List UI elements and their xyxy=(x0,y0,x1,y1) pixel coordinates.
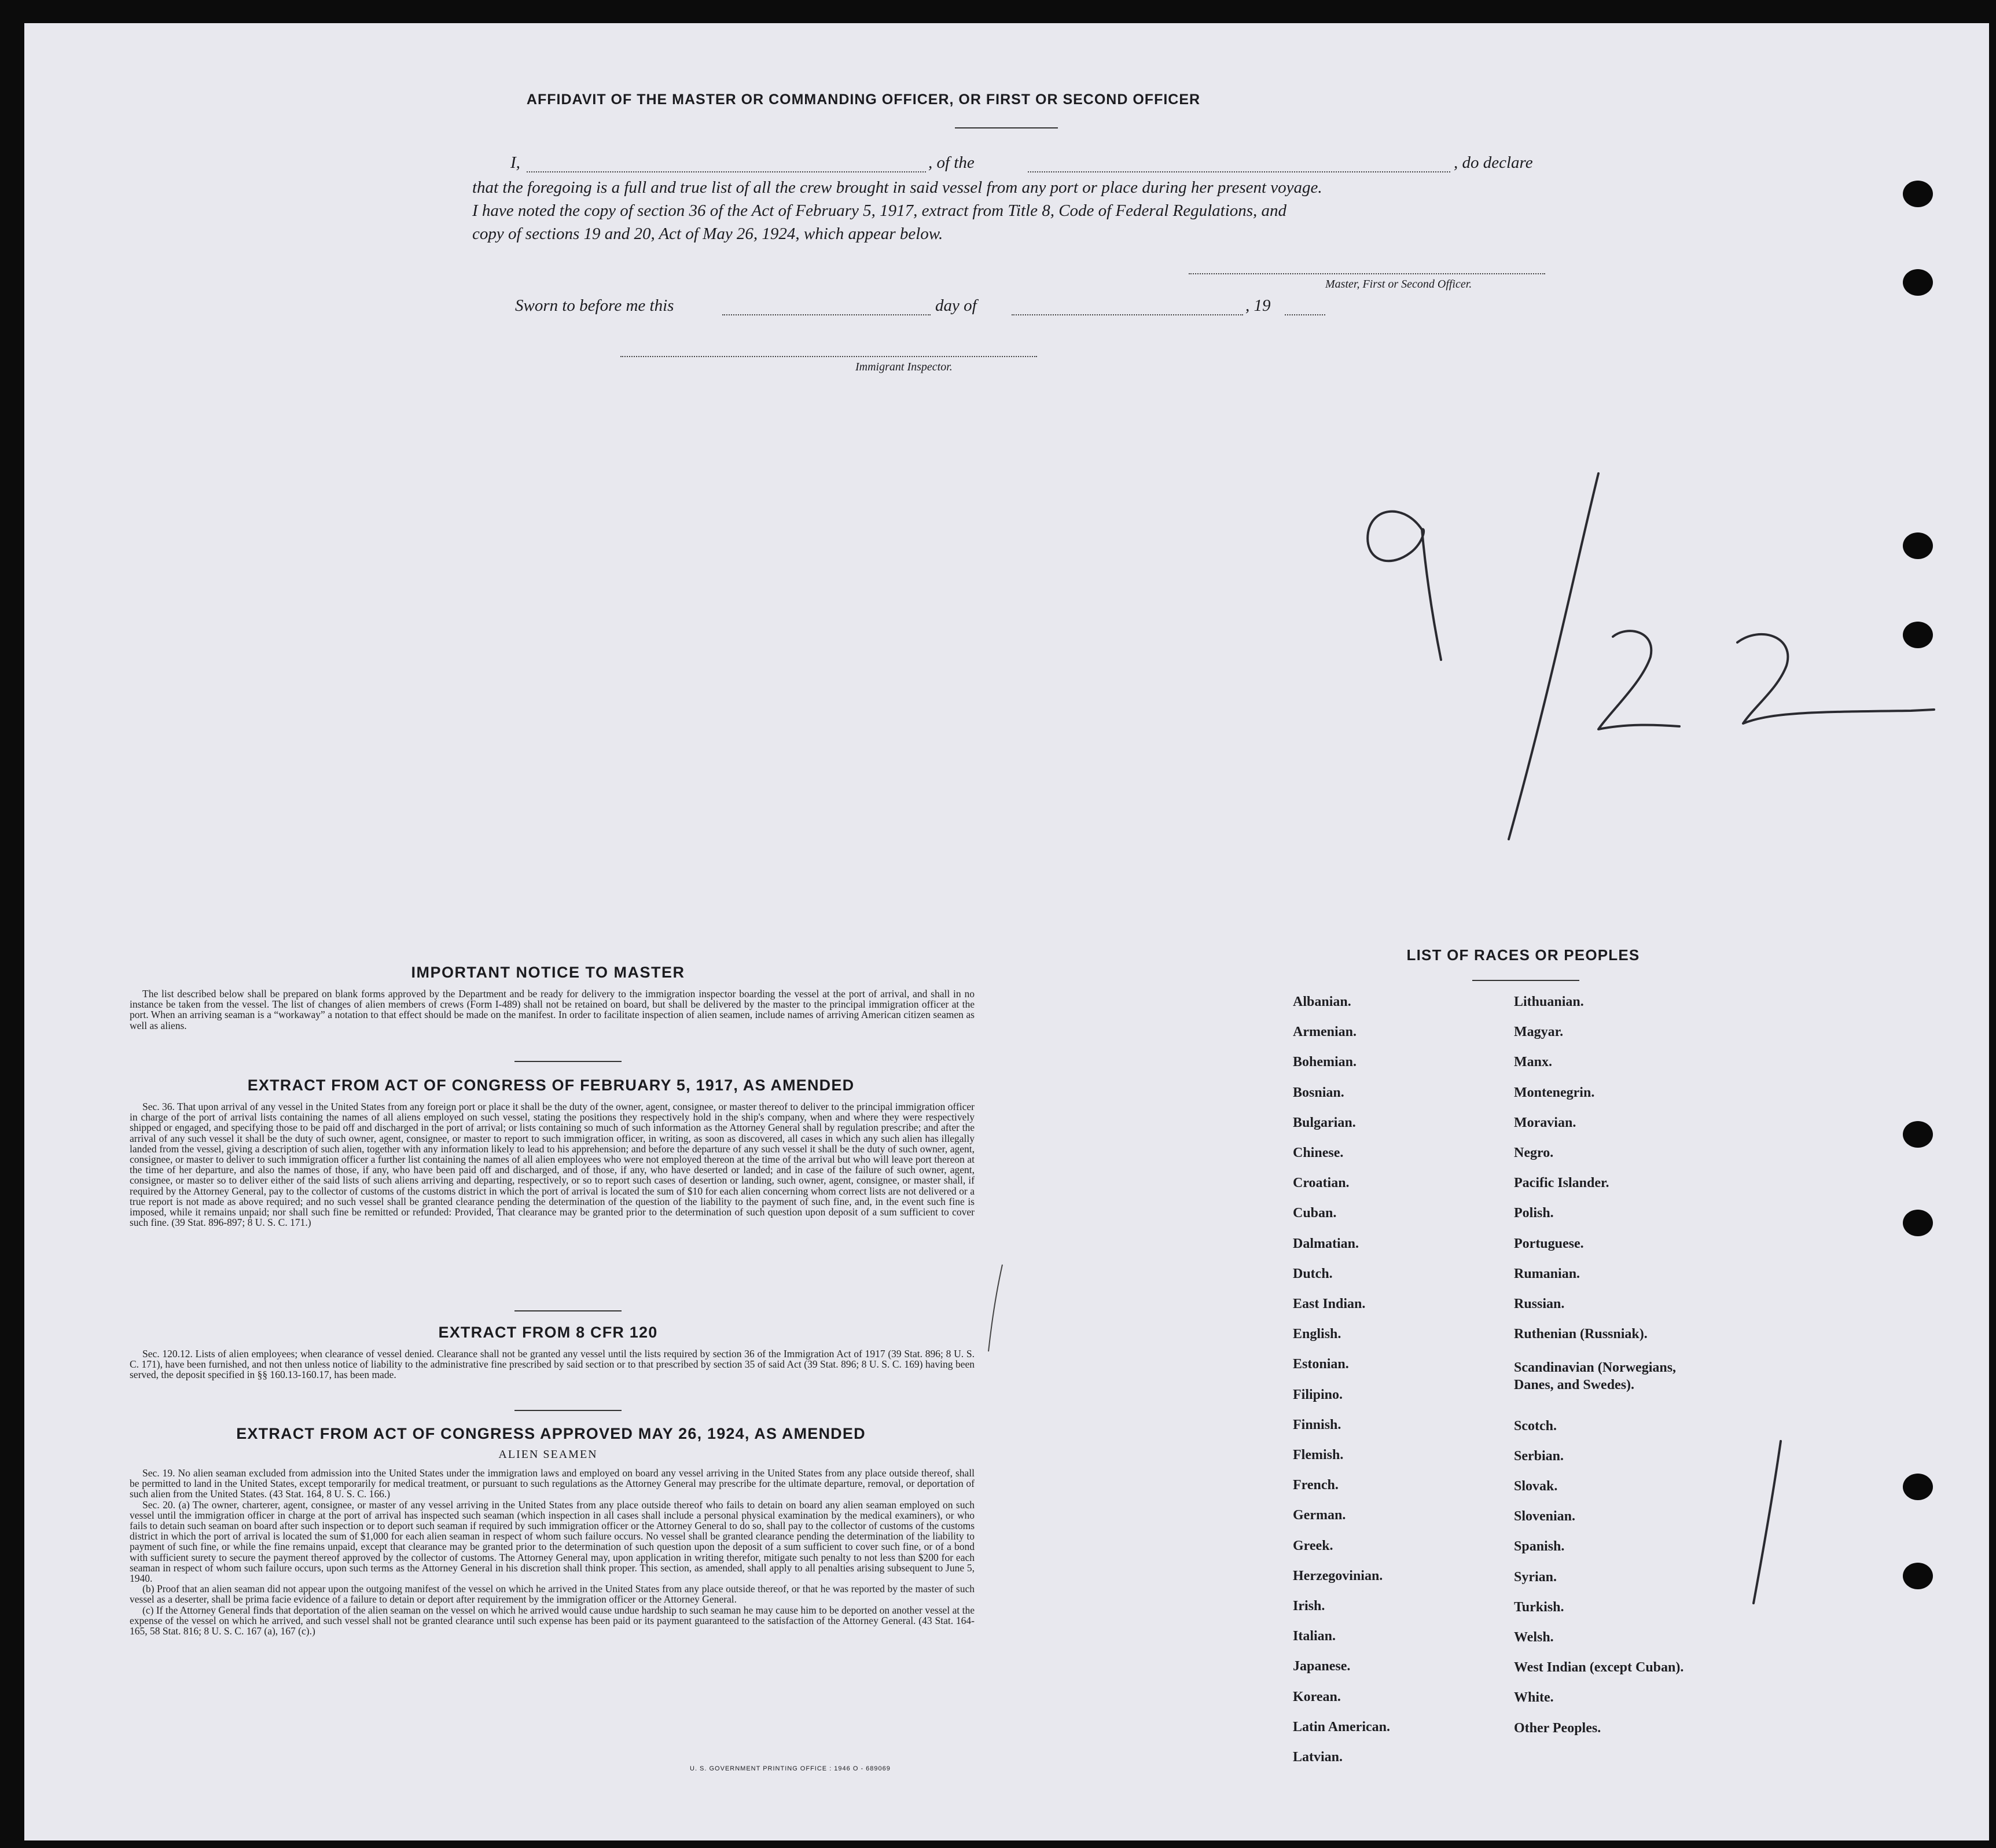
race-entry: Flemish. xyxy=(1293,1447,1344,1463)
title-divider xyxy=(955,127,1058,128)
races-divider xyxy=(1472,980,1579,981)
affidavit-title: AFFIDAVIT OF THE MASTER OR COMMANDING OFFICER, OR FIRST OR SECOND OFFICER xyxy=(526,91,1201,108)
punch-hole xyxy=(1903,1474,1933,1500)
punch-hole xyxy=(1903,532,1933,559)
handwritten-date-9-22 xyxy=(1355,440,1963,880)
punch-hole xyxy=(1903,622,1933,648)
race-entry: Spanish. xyxy=(1514,1539,1565,1555)
declaration-line-2: that the foregoing is a full and true list of all the crew brought in said vessel from any port or place during her present voyage. xyxy=(472,178,1322,197)
sworn-day-of: day of xyxy=(935,296,977,315)
race-entry: Chinese. xyxy=(1293,1145,1344,1160)
race-entry: Magyar. xyxy=(1514,1024,1564,1040)
race-entry: Estonian. xyxy=(1293,1357,1349,1372)
race-entry: Albanian. xyxy=(1293,994,1351,1009)
vessel-prefix: , of the xyxy=(928,153,975,172)
extract-1924-body xyxy=(130,1468,975,1636)
race-entry: Greek. xyxy=(1293,1538,1333,1553)
races-title: LIST OF RACES OR PEOPLES xyxy=(1406,946,1640,964)
race-entry: Korean. xyxy=(1293,1689,1341,1704)
race-entry: Serbian. xyxy=(1514,1448,1564,1464)
document-sheet xyxy=(24,23,1989,1840)
race-entry: Cuban. xyxy=(1293,1206,1337,1221)
extract-cfr-divider xyxy=(514,1410,622,1411)
extract-cfr-title: EXTRACT FROM 8 CFR 120 xyxy=(438,1324,658,1341)
master-signature-label: Master, First or Second Officer. xyxy=(1325,278,1472,291)
sworn-prefix: Sworn to before me this xyxy=(515,296,674,315)
race-entry: Latvian. xyxy=(1293,1750,1343,1765)
race-entry: Bulgarian. xyxy=(1293,1115,1356,1130)
race-entry: Bosnian. xyxy=(1293,1085,1344,1100)
race-entry: Portuguese. xyxy=(1514,1236,1584,1251)
race-entry: White. xyxy=(1514,1690,1554,1706)
race-entry: Croatian. xyxy=(1293,1175,1350,1191)
race-entry: Lithuanian. xyxy=(1514,994,1584,1009)
section-19-text: Sec. 19. No alien seaman excluded from admission into the United States under the immigration laws and employed on board any vessel arriving in the United States from any place outside thereof, shall be permitted to land in the United States, except temporarily for medical treatment, or pursuant to such regulations as the Attorney General may prescribe for the ultimate departure, removal, or deportation of such alien from the United States. (43 Stat. 164, 8 U. S. C. 166.) xyxy=(130,1467,975,1500)
punch-hole xyxy=(1903,1210,1933,1236)
punch-hole xyxy=(1903,1121,1933,1148)
race-entry: Dalmatian. xyxy=(1293,1236,1359,1251)
margin-tick-mark xyxy=(985,1262,1008,1354)
inspector-label: Immigrant Inspector. xyxy=(855,361,953,373)
race-entry: Filipino. xyxy=(1293,1387,1343,1402)
punch-hole xyxy=(1903,1563,1933,1589)
race-entry: Manx. xyxy=(1514,1055,1552,1070)
extract-cfr-body xyxy=(130,1349,975,1380)
race-entry: Syrian. xyxy=(1514,1569,1557,1585)
race-entry: Moravian. xyxy=(1514,1115,1576,1130)
race-entry: French. xyxy=(1293,1478,1339,1493)
race-entry: Japanese. xyxy=(1293,1659,1351,1674)
race-entry: East Indian. xyxy=(1293,1296,1366,1311)
extract-1917-title: EXTRACT FROM ACT OF CONGRESS OF FEBRUARY 5, 1917, AS AMENDED xyxy=(247,1077,855,1094)
race-entry: Rumanian. xyxy=(1514,1266,1580,1281)
race-entry: Scandinavian (Norwegians, xyxy=(1514,1360,1677,1376)
sworn-year-prefix: , 19 xyxy=(1245,296,1271,315)
declarant-name-field xyxy=(527,171,926,172)
race-entry: Irish. xyxy=(1293,1599,1325,1614)
race-entry: English. xyxy=(1293,1327,1341,1342)
race-entry: Polish. xyxy=(1514,1206,1554,1221)
race-entry: Slovenian. xyxy=(1514,1509,1576,1524)
notice-paragraph: The list described below shall be prepared on blank forms approved by the Department and be ready for delivery to the immigration inspector boarding the vessel at the port of arrival, and shall in no instance be taken from the vessel. The list of changes of alien members of crews (Form I-489) shall not be retained on board, but shall be delivered by the master to the principal immigration officer at the port. When an arriving seaman is a “workaway” a notation to that effect should be made on the manifest. In order to facilitate inspection of alien seamen, include names of arriving American citizen seamen as well as aliens. xyxy=(130,988,975,1031)
race-entry: Herzegovinian. xyxy=(1293,1568,1383,1584)
declare-suffix: , do declare xyxy=(1454,153,1533,172)
race-entry: Latin American. xyxy=(1293,1719,1390,1735)
race-entry: Turkish. xyxy=(1514,1599,1564,1615)
punch-hole xyxy=(1903,269,1933,296)
sworn-year-field xyxy=(1285,314,1325,315)
race-entry: Other Peoples. xyxy=(1514,1720,1601,1736)
declarant-prefix: I, xyxy=(510,153,520,172)
extract-1917-divider xyxy=(514,1310,622,1311)
sworn-month-field xyxy=(1012,314,1243,315)
handwritten-mark-1 xyxy=(1749,1435,1795,1609)
master-signature-line xyxy=(1189,273,1545,274)
declaration-line-4: copy of sections 19 and 20, Act of May 26, 1924, which appear below. xyxy=(472,225,943,243)
race-entry: Finnish. xyxy=(1293,1417,1341,1432)
race-entry: Montenegrin. xyxy=(1514,1085,1595,1100)
section-120-12-text: Sec. 120.12. Lists of alien employees; when clearance of vessel denied. Clearance shall not be granted any vessel until the lists required by section 36 of the Immigration Act of 1917 (39 Stat. 896; 8 U. S. C. 171), have been furnished, and not then unless notice of liability to the administrative fine prescribed by said section or to that prescribed by section 35 of said Act (39 Stat. 896; 8 U. S. C. 169) having been served, the deposit specified in §§ 160.13-160.17, has been made. xyxy=(130,1348,975,1381)
race-entry: Dutch. xyxy=(1293,1266,1333,1281)
declaration-line-3: I have noted the copy of section 36 of the Act of February 5, 1917, extract from Title 8, Code of Federal Regulations, and xyxy=(472,201,1287,220)
race-entry: Pacific Islander. xyxy=(1514,1175,1609,1191)
section-20c-text: (c) If the Attorney General finds that deportation of the alien seaman on the vessel on which he arrived would cause undue hardship to such seaman he may cause him to be deported on another vessel at the expense of the vessel on which he arrived, and such vessel shall not be granted clearance until such expense has been paid or its payment guaranteed to the satisfaction of the Attorney General. (43 Stat. 164-165, 58 Stat. 816; 8 U. S. C. 167 (a), 167 (c).) xyxy=(130,1604,975,1637)
race-entry: Scotch. xyxy=(1514,1418,1557,1434)
race-entry: Welsh. xyxy=(1514,1630,1554,1645)
race-entry: German. xyxy=(1293,1508,1346,1523)
race-entry: Slovak. xyxy=(1514,1479,1558,1494)
notice-divider xyxy=(514,1061,622,1062)
notice-body xyxy=(130,989,975,1031)
race-entry: Armenian. xyxy=(1293,1024,1357,1040)
declaration-line-1 xyxy=(476,153,1575,177)
race-entry: Ruthenian (Russniak). xyxy=(1514,1327,1648,1342)
race-entry: Italian. xyxy=(1293,1629,1336,1644)
alien-seamen-subtitle: ALIEN SEAMEN xyxy=(498,1448,598,1461)
section-20a-text: Sec. 20. (a) The owner, charterer, agent, consignee, or master of any vessel arriving in the United States from any place outside thereof who fails to detain on board any alien seaman employed on such vessel until the immigration officer in charge at the port of arrival has inspected such seaman (which inspection in all cases shall include a personal physical examination by the medical examiners), or who fails to detain such seaman on board after such inspection or to deport such seaman if required by such immigration officer or the Attorney General to do so, shall pay to the collector of customs of the customs district in which the port of arrival is located the sum of $1,000 for each alien seaman in respect of whom such failure occurs. No vessel shall be granted clearance pending the determination of the liability to payment of such fine, or while the fine remains unpaid, except that clearance may be granted prior to the determination of such question upon the deposit of a sum sufficient to cover such fine, or of a bond with sufficient surety to secure the payment thereof approved by the collector of customs. The Attorney General may, upon application in writing therefor, mitigate such penalty to not less than $200 for each seaman in respect of whom such failure occurs, upon such terms as the Attorney General in his discretion shall think proper. This section, as amended, shall apply to all penalties arising subsequent to June 5, 1940. xyxy=(130,1498,975,1585)
section-20b-text: (b) Proof that an alien seaman did not appear upon the outgoing manifest of the vessel on which he arrived in the United States from any place outside thereof, or that he was reported by the master of such vessel as a deserter, shall be prima facie evidence of a failure to detain or deport after requirement by the immigration officer or the Attorney General. xyxy=(130,1583,975,1605)
section-36-text: Sec. 36. That upon arrival of any vessel in the United States from any foreign port or place it shall be the duty of the owner, agent, consignee, or master thereof to deliver to the principal immigration officer in charge of the port of arrival lists containing the names of all aliens employed on such vessel, stating the positions they respectively hold in the ship's company, when and where they were respectively shipped or engaged, and specifying those to be paid off and discharged in the port of arrival; or lists containing so much of such information as the Attorney General shall by regulation prescribe; and after the arrival of any such vessel it shall be the duty of such owner, agent, consignee, or master to report to such immigration officer, in writing, as soon as discovered, all cases in which any such alien has illegally landed from the vessel, giving a description of such alien, together with any information likely to lead to his apprehension; and before the departure of any such vessel it shall be the duty of such owner, agent, consignee, or master to deliver to such immigration officer a further list containing the names of all alien employees who were not employed thereon at the time of the arrival but who will leave port thereon at the time of her departure, and also the names of those, if any, who have been paid off and discharged, and of those, if any, who have deserted or landed; and in case of the failure of such owner, agent, consignee, or master so to deliver either of the said lists of such aliens arriving and departing, respectively, or so to report such cases of desertion or landing, such owner, agent, consignee, or master shall, if required by the Attorney General, pay to the collector of customs of the customs district in which the port of arrival is located the sum of $10 for each alien concerning whom correct lists are not delivered or a true report is not made as above required; and no such vessel shall be granted clearance pending the determination of the question of the liability to the payment of such fine, and, in the event such fine is imposed, while it remains unpaid; nor shall such fine be remitted or refunded: Provided, That clearance may be granted prior to the determination of such question upon deposit of a sum sufficient to cover such fine. (39 Stat. 896-897; 8 U. S. C. 171.) xyxy=(130,1101,975,1229)
extract-1917-body xyxy=(130,1101,975,1228)
sworn-day-field xyxy=(722,314,931,315)
extract-1924-title: EXTRACT FROM ACT OF CONGRESS APPROVED MAY 26, 1924, AS AMENDED xyxy=(236,1425,866,1442)
race-entry: Negro. xyxy=(1514,1145,1554,1160)
printer-imprint: U. S. GOVERNMENT PRINTING OFFICE : 1946 O - 689069 xyxy=(690,1765,891,1772)
race-entry: West Indian (except Cuban). xyxy=(1514,1660,1684,1676)
notice-title: IMPORTANT NOTICE TO MASTER xyxy=(411,964,685,981)
race-entry: Bohemian. xyxy=(1293,1055,1357,1070)
race-entry: Danes, and Swedes). xyxy=(1514,1377,1635,1393)
sworn-line xyxy=(515,296,1325,319)
punch-hole xyxy=(1903,181,1933,207)
vessel-name-field xyxy=(1028,171,1450,172)
race-entry: Russian. xyxy=(1514,1296,1565,1311)
inspector-signature-line xyxy=(620,356,1037,357)
